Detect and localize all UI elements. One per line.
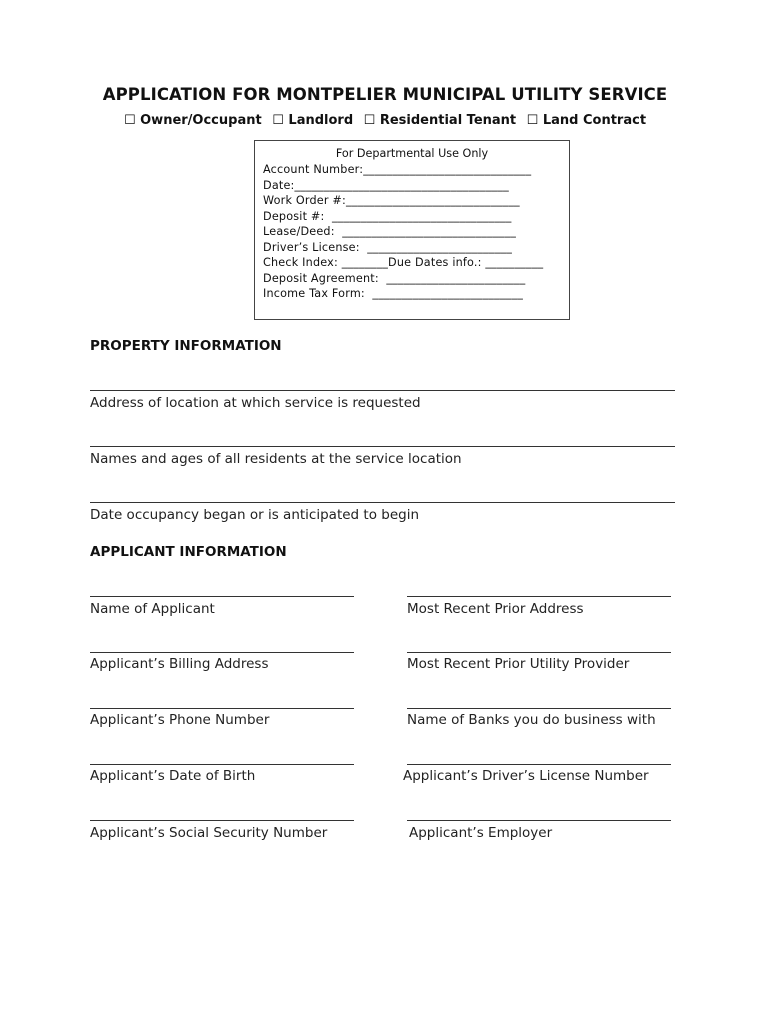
- check-index-field: Check Index: ________Due Dates info.: __________: [263, 256, 544, 269]
- option-landlord[interactable]: ☐ Landlord: [272, 113, 354, 128]
- work-order-field: Work Order #:______________________________: [263, 194, 520, 207]
- deposit-number-field: Deposit #: _______________________________: [263, 209, 512, 223]
- account-number-field: Account Number:_____________________________: [263, 163, 532, 176]
- option-residential-tenant[interactable]: ☐ Residential Tenant: [363, 113, 517, 128]
- drivers-license-label: Applicant’s Driver’s License Number: [403, 768, 649, 784]
- occupancy-date-label: Date occupancy began or is anticipated to begin: [90, 507, 420, 523]
- banks-input-line[interactable]: [407, 708, 671, 709]
- applicant-type-options: [0, 113, 770, 128]
- date-field: Date:_____________________________________: [263, 178, 509, 192]
- option-land-contract[interactable]: ☐ Land Contract: [526, 113, 647, 128]
- drivers-license-input-line[interactable]: [407, 764, 671, 765]
- applicant-information-heading: APPLICANT INFORMATION: [90, 544, 287, 560]
- phone-number-label: Applicant’s Phone Number: [90, 712, 270, 728]
- lease-deed-field: Lease/Deed: ______________________________: [263, 225, 517, 238]
- date-of-birth-label: Applicant’s Date of Birth: [90, 768, 256, 784]
- applicant-name-input-line[interactable]: [90, 596, 354, 597]
- billing-address-input-line[interactable]: [90, 652, 354, 653]
- employer-label: Applicant’s Employer: [409, 825, 553, 841]
- applicant-name-label: Name of Applicant: [90, 601, 215, 617]
- billing-address-label: Applicant’s Billing Address: [90, 656, 269, 672]
- prior-address-label: Most Recent Prior Address: [407, 601, 584, 617]
- prior-utility-input-line[interactable]: [407, 652, 671, 653]
- employer-input-line[interactable]: [407, 820, 671, 821]
- deposit-agreement-field: Deposit Agreement: ________________________: [263, 271, 526, 285]
- form-title: APPLICATION FOR MONTPELIER MUNICIPAL UTILITY SERVICE: [102, 85, 668, 104]
- occupancy-date-input-line[interactable]: [90, 502, 675, 503]
- departmental-use-box: [254, 140, 570, 320]
- income-tax-form-field: Income Tax Form: __________________________: [263, 287, 524, 300]
- residents-label: Names and ages of all residents at the service location: [90, 451, 462, 467]
- property-information-heading: PROPERTY INFORMATION: [90, 338, 282, 354]
- ssn-input-line[interactable]: [90, 820, 354, 821]
- phone-number-input-line[interactable]: [90, 708, 354, 709]
- prior-address-input-line[interactable]: [407, 596, 671, 597]
- address-label: Address of location at which service is requested: [90, 395, 421, 411]
- departmental-use-heading: For Departmental Use Only: [335, 147, 489, 160]
- date-of-birth-input-line[interactable]: [90, 764, 354, 765]
- ssn-label: Applicant’s Social Security Number: [90, 825, 328, 841]
- residents-input-line[interactable]: [90, 446, 675, 447]
- address-input-line[interactable]: [90, 390, 675, 391]
- prior-utility-label: Most Recent Prior Utility Provider: [407, 656, 630, 672]
- drivers-license-field: Driver’s License: _________________________: [263, 240, 513, 254]
- option-owner-occupant[interactable]: ☐ Owner/Occupant: [123, 113, 262, 128]
- banks-label: Name of Banks you do business with: [407, 712, 656, 728]
